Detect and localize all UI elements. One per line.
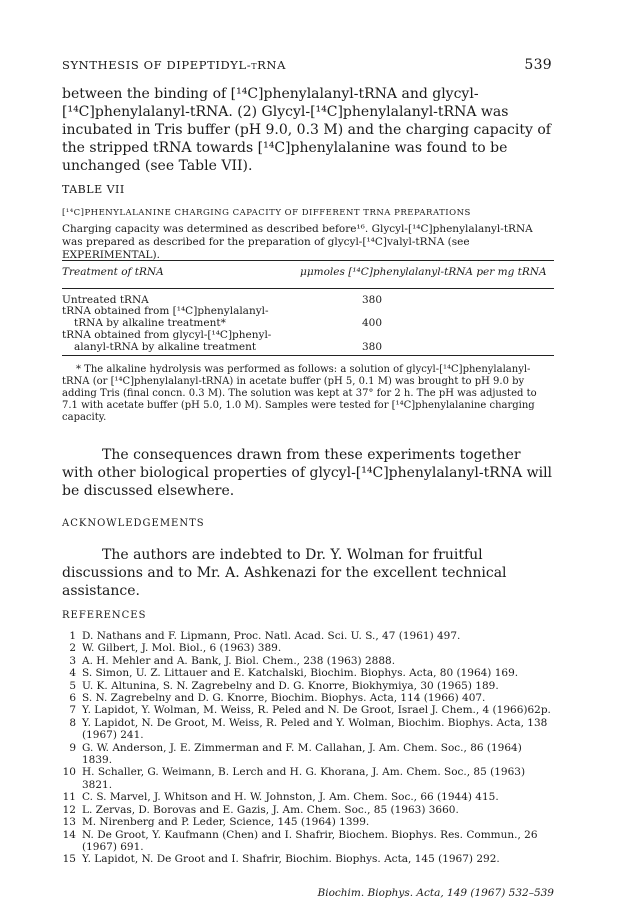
table-note: Charging capacity was determined as described before¹⁶. Glycyl-[¹⁴C]phenylalanyl-tRNA was prepared as described for the preparation of glycyl-[¹⁴C]valyl-tRNA (see EXPERIMENTAL). bbox=[62, 223, 533, 261]
running-head bbox=[62, 57, 552, 73]
reference-number: 14 bbox=[62, 828, 76, 841]
table-caption: [¹⁴C]PHENYLALANINE CHARGING CAPACITY OF DIFFERENT TRNA PREPARATIONS bbox=[62, 208, 471, 218]
table-cell-value: 400 bbox=[362, 317, 383, 329]
page-number: 539 bbox=[524, 57, 552, 73]
reference-text: Y. Lapidot, Y. Wolman, M. Weiss, R. Peled and N. De Groot, Israel J. Chem., 4 (1966)62p. bbox=[82, 704, 551, 717]
treatment-line: tRNA obtained from [¹⁴C]phenylalanyl- bbox=[62, 305, 269, 317]
reference-item bbox=[62, 804, 554, 816]
reference-number: 3 bbox=[69, 654, 76, 667]
reference-number: 11 bbox=[62, 791, 76, 804]
reference-text: Y. Lapidot, N. De Groot and I. Shafrir, Biochim. Biophys. Acta, 145 (1967) 292. bbox=[82, 853, 500, 866]
reference-number: 12 bbox=[62, 803, 76, 816]
table-footnote: * The alkaline hydrolysis was performed as follows: a solution of glycyl-[¹⁴C]phenylalanyl-tRNA (or [¹⁴C]phenylalanyl-tRNA) in acetate buffer (pH 5, 0.1 M) was brought to pH 9.0 by adding Tris (final concn. 0.3 M). The solution was kept at 37° for 2 h. The pH was adjusted to 7.1 with acetate buffer (pH 5.0, 1.0 M). Samples were tested for [¹⁴C]phenylalanine charging capacity. bbox=[62, 364, 537, 423]
reference-text: U. K. Altunina, S. N. Zagrebelny and D. G. Knorre, Biokhymiya, 30 (1965) 189. bbox=[82, 679, 499, 692]
reference-item bbox=[62, 680, 554, 692]
reference-text: A. H. Mehler and A. Bank, J. Biol. Chem., 238 (1963) 2888. bbox=[82, 654, 396, 667]
reference-text: L. Zervas, D. Borovas and E. Gazis, J. Am. Chem. Soc., 85 (1963) 3660. bbox=[82, 803, 459, 816]
reference-number: 1 bbox=[69, 630, 76, 642]
table-label: TABLE VII bbox=[62, 183, 125, 196]
reference-number: 8 bbox=[69, 716, 76, 729]
reference-item bbox=[62, 692, 554, 704]
running-head-title: SYNTHESIS OF DIPEPTIDYL-tRNA bbox=[62, 58, 286, 72]
reference-text: S. N. Zagrebelny and D. G. Knorre, Biochim. Biophys. Acta, 114 (1966) 407. bbox=[82, 692, 486, 705]
reference-number: 9 bbox=[69, 741, 76, 754]
reference-text: C. S. Marvel, J. Whitson and H. W. Johnston, J. Am. Chem. Soc., 66 (1944) 415. bbox=[82, 791, 499, 804]
reference-item bbox=[62, 853, 554, 865]
reference-text: N. De Groot, Y. Kaufmann (Chen) and I. Shafrir, Biochem. Biophys. Res. Commun., 26 (1967) 691. bbox=[82, 828, 538, 853]
references-list bbox=[62, 630, 554, 866]
reference-item bbox=[62, 766, 554, 791]
reference-item bbox=[62, 704, 554, 716]
reference-number: 5 bbox=[69, 679, 76, 692]
reference-item bbox=[62, 655, 554, 667]
table-top-rule bbox=[62, 260, 554, 261]
reference-text: H. Schaller, G. Weimann, B. Lerch and H. G. Khorana, J. Am. Chem. Soc., 85 (1963) 3821. bbox=[82, 766, 526, 791]
reference-number: 10 bbox=[62, 766, 76, 779]
table-bottom-rule bbox=[62, 355, 554, 356]
treatment-line-continued: alanyl-tRNA by alkaline treatment bbox=[74, 341, 257, 353]
table-cell-value: 380 bbox=[362, 294, 383, 306]
reference-number: 15 bbox=[62, 853, 76, 866]
treatment-line: Untreated tRNA bbox=[62, 294, 149, 306]
reference-text: D. Nathans and F. Lipmann, Proc. Natl. Acad. Sci. U. S., 47 (1961) 497. bbox=[82, 630, 461, 642]
body-paragraph-1: between the binding of [¹⁴C]phenylalanyl-tRNA and glycyl-[¹⁴C]phenylalanyl-tRNA. (2) Glycyl-[¹⁴C]phenylalanyl-tRNA was incubated in Tris buffer (pH 9.0, 0.3 M) and the charging capacity of the stripped tRNA towards [¹⁴C]phenylalanine was found to be unchanged (see Table VII). bbox=[62, 86, 551, 174]
table-header-capacity: μμmoles [¹⁴C]phenylalanyl-tRNA per mg tRNA bbox=[300, 266, 547, 278]
reference-number: 13 bbox=[62, 816, 76, 829]
treatment-line-continued: tRNA by alkaline treatment* bbox=[74, 317, 226, 329]
reference-item bbox=[62, 717, 554, 742]
acknowledgements-text: The authors are indebted to Dr. Y. Wolman for fruitful discussions and to Mr. A. Ashkenazi for the excellent technical assistance. bbox=[62, 547, 507, 599]
reference-item bbox=[62, 816, 554, 828]
reference-item bbox=[62, 791, 554, 803]
reference-item bbox=[62, 667, 554, 679]
footer-citation: Biochim. Biophys. Acta, 149 (1967) 532–539 bbox=[317, 887, 554, 899]
table-header-rule bbox=[62, 288, 554, 289]
reference-text: Y. Lapidot, N. De Groot, M. Weiss, R. Peled and Y. Wolman, Biochim. Biophys. Acta, 138 (1967) 241. bbox=[82, 716, 548, 742]
reference-item bbox=[62, 642, 554, 654]
reference-text: M. Nirenberg and P. Leder, Science, 145 (1964) 1399. bbox=[82, 816, 370, 829]
reference-item bbox=[62, 742, 554, 767]
reference-text: W. Gilbert, J. Mol. Biol., 6 (1963) 389. bbox=[82, 642, 282, 655]
reference-number: 6 bbox=[69, 692, 76, 705]
references-heading: REFERENCES bbox=[62, 610, 147, 621]
reference-number: 4 bbox=[69, 667, 76, 680]
reference-text: S. Simon, U. Z. Littauer and E. Katchalski, Biochim. Biophys. Acta, 80 (1964) 169. bbox=[82, 667, 519, 680]
reference-item bbox=[62, 630, 554, 642]
body-paragraph-2: The consequences drawn from these experiments together with other biological properties of glycyl-[¹⁴C]phenylalanyl-tRNA will be discussed elsewhere. bbox=[62, 447, 553, 499]
table-cell-value: 380 bbox=[362, 341, 383, 353]
treatment-line: tRNA obtained from glycyl-[¹⁴C]phenyl- bbox=[62, 329, 272, 341]
table-cell-treatment bbox=[62, 329, 282, 353]
acknowledgements-heading: ACKNOWLEDGEMENTS bbox=[62, 518, 205, 529]
reference-text: G. W. Anderson, J. E. Zimmerman and F. M. Callahan, J. Am. Chem. Soc., 86 (1964) 1839. bbox=[82, 741, 522, 767]
table-header-treatment: Treatment of tRNA bbox=[62, 266, 164, 278]
reference-number: 7 bbox=[69, 704, 76, 717]
table-cell-treatment bbox=[62, 305, 282, 329]
reference-item bbox=[62, 829, 554, 854]
reference-number: 2 bbox=[69, 642, 76, 655]
